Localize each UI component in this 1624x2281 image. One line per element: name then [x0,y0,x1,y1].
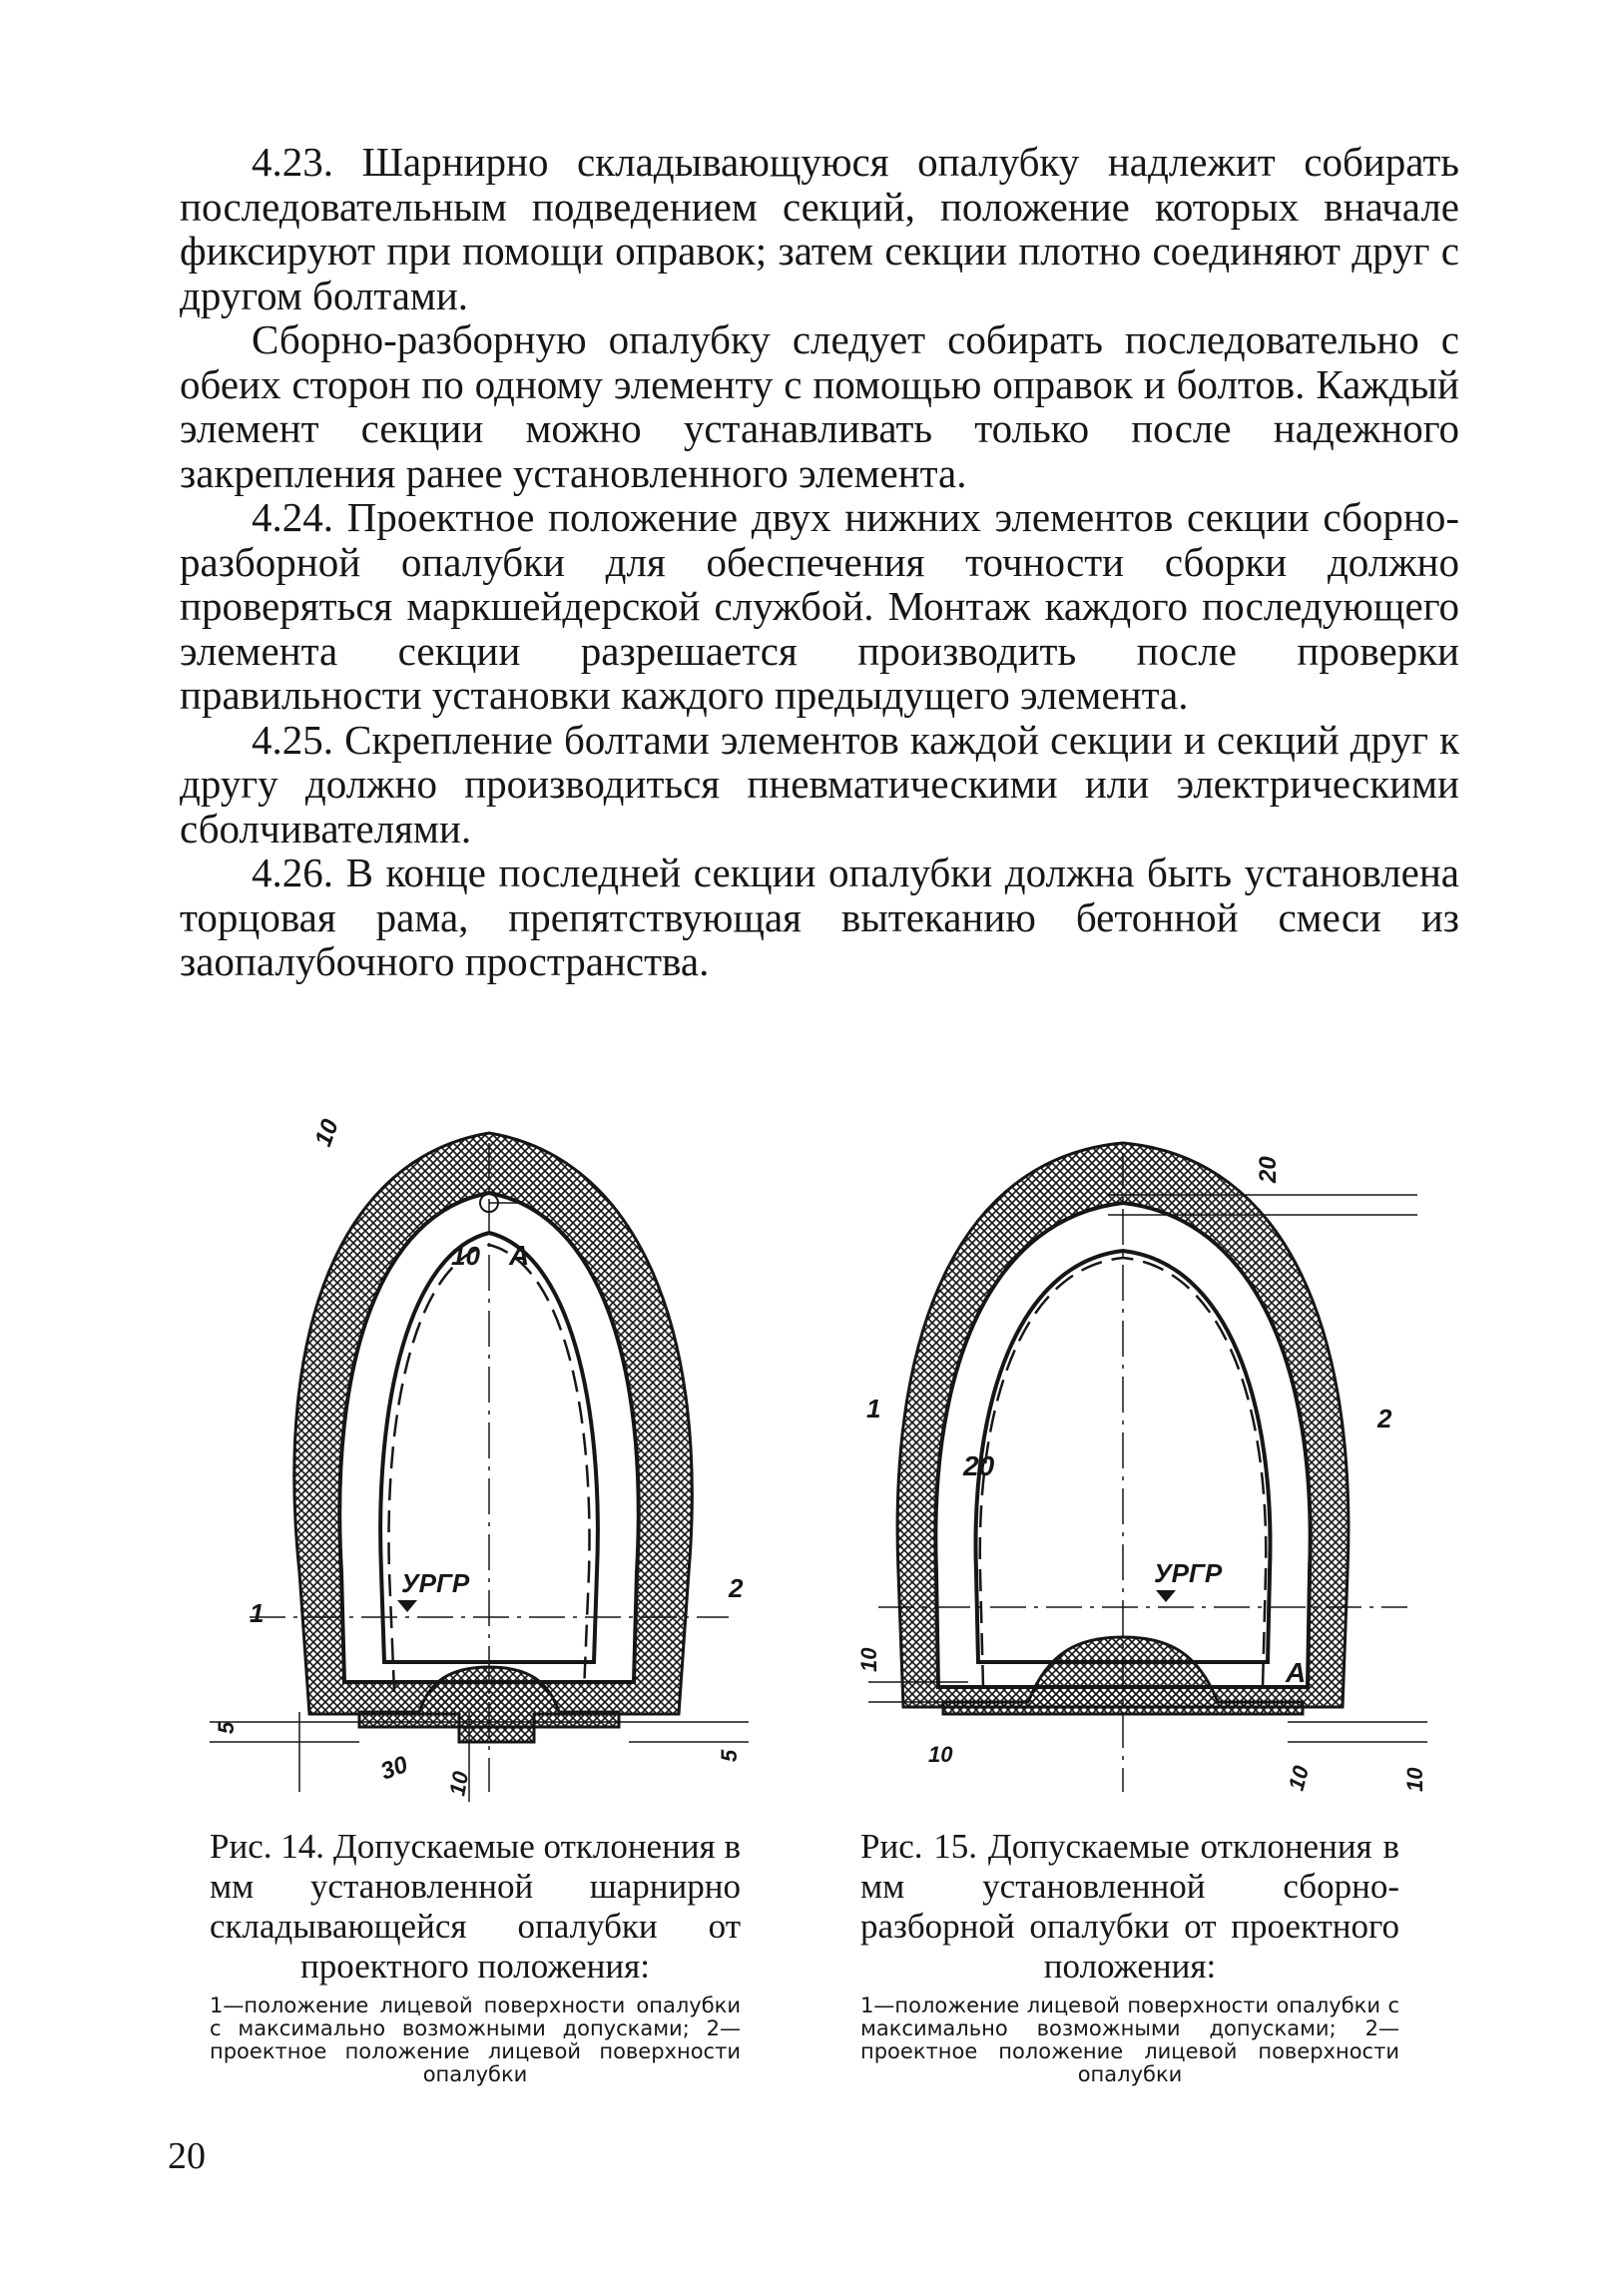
paragraph-assembly: Сборно-разборную опалубку следует собирать последовательно с обеих сторон по одному элементу с помощью оправок и болтов. Каждый элемент секции можно устанавливать только после надежного закрепления ранее установленного элемента. [180,316,1459,496]
label-marker-2: 2 [1377,1404,1392,1433]
level-marker [397,1600,417,1612]
paragraph-4-24: 4.24. Проектное положение двух нижних элементов секции сборно-разборной опалубки для обеспечения точности сборки должно проверяться маркшейдерской службой. Монтаж каждого последующего элемента секции разрешается производить после проверки правильности установки каждого предыдущего элемента. [180,494,1459,718]
label-dim-top: 20 [1255,1156,1282,1183]
label-dim-left: 5 [214,1721,239,1734]
figure-15-drawing [848,1103,1447,1822]
label-dim-side: 20 [963,1450,995,1481]
body-text [180,140,1459,984]
figure-15-title: Рис. 15. Допускаемые отклонения в мм установленной сборно-разборной опалубки от проектного положения: [860,1827,1399,1986]
label-marker-1: 1 [250,1598,265,1628]
label-dim-left: 10 [856,1647,881,1672]
paragraph-4-25: 4.25. Скрепление болтами элементов каждой секции и секций друг к другу должно производиться пневматическими или электрическими сболчивателями. [180,716,1459,852]
paragraph-4-23: 4.23. Шарнирно складывающуюся опалубку надлежит собирать последовательным подведением секций, положение которых вначале фиксируют при помощи оправок; затем секции плотно соединяют друг с другом болтами. [180,139,1459,318]
label-dim-bottom-30: 30 [376,1751,412,1786]
figure-15-legend: 1—положение лицевой поверхности опалубки с максимально возможными допусками; 2—проектное положение лицевой поверхности опалубки [860,1994,1399,2086]
figure-14-legend: 1—положение лицевой поверхности опалубки с максимально возможными допусками; 2—проектное положение лицевой поверхности опалубки [210,1994,741,2086]
figure-15-caption [860,1827,1399,2086]
figure-14-caption [210,1827,741,2086]
label-dim-right: 5 [717,1749,742,1762]
label-marker-1: 1 [866,1394,881,1424]
label-point-a: A [509,1240,530,1271]
label-dim-center: 10 [451,1241,480,1271]
label-point-a: A [1286,1657,1307,1688]
label-dim-bottom-right: 10 [1283,1763,1315,1794]
paragraph-4-26: 4.26. В конце последней секции опалубки должна быть установлена торцовая рама, препятствующая вытеканию бетонной смеси из заопалубочного пространства. [180,850,1459,984]
label-dim-right: 10 [1402,1767,1427,1792]
figure-14-title: Рис. 14. Допускаемые отклонения в мм установленной шарнирно складывающейся опалубки от проектного положения: [210,1827,741,1986]
label-marker-2: 2 [729,1573,744,1603]
label-dim-bottom-left: 10 [928,1742,953,1767]
page-number: 20 [168,2135,206,2177]
label-level: УРГР [1154,1558,1223,1588]
label-dim-top: 10 [309,1115,344,1151]
figure-14-drawing [190,1103,779,1822]
label-level: УРГР [401,1568,470,1598]
label-dim-bottom-10: 10 [444,1769,474,1798]
level-marker [1156,1590,1176,1602]
